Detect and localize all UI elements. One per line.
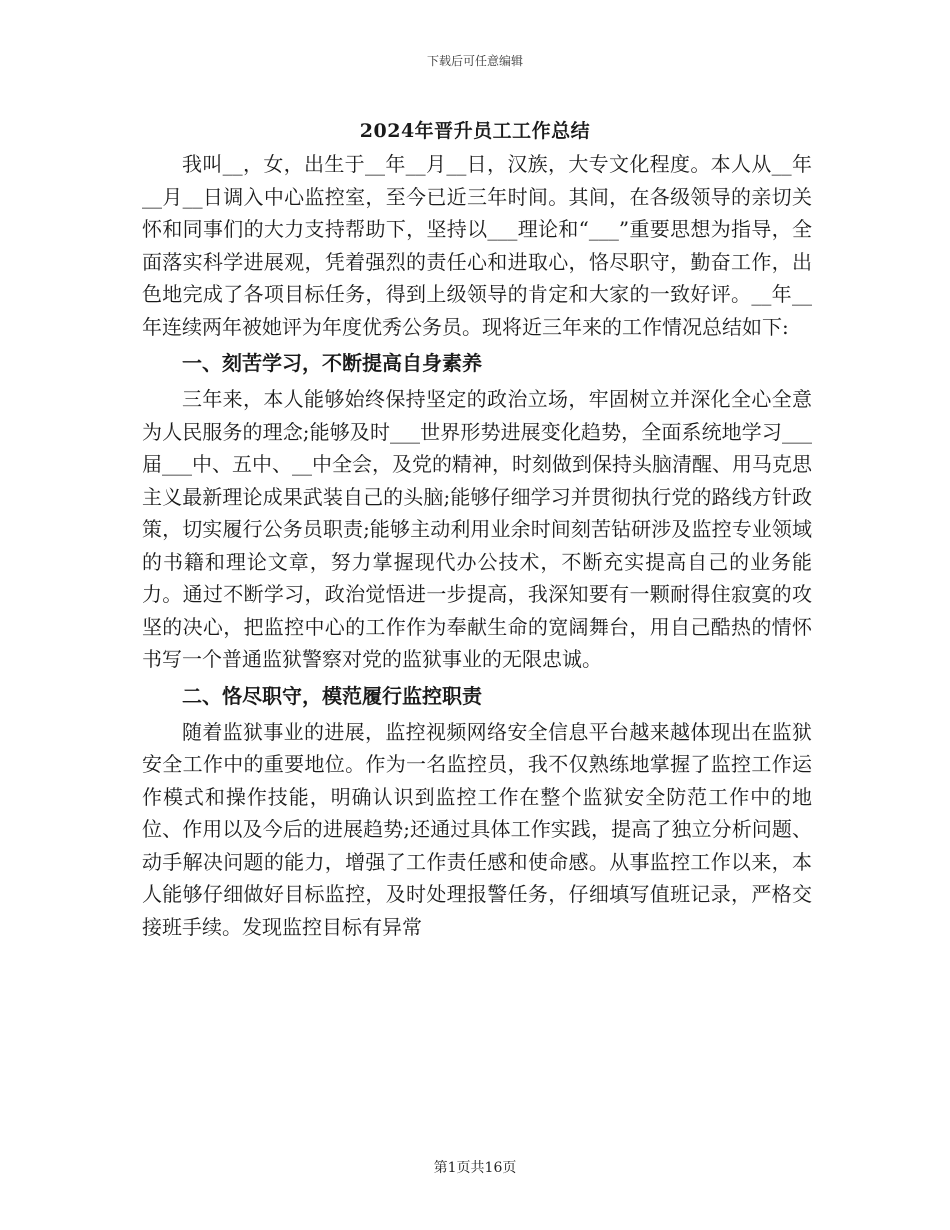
page-footer: 第1页共16页	[433, 1160, 517, 1176]
document-body	[142, 148, 812, 943]
section-body-1: 三年来，本人能够始终保持坚定的政治立场，牢固树立并深化全心全意为人民服务的理念;能够及时___世界形势进展变化趋势，全面系统地学习___届___中、五中、__中全会，及党的精神，时刻做到保持头脑清醒、用马克思主义最新理论成果武装自己的头脑;能够仔细学习并贯彻执行党的路线方针政策，切实履行公务员职责;能够主动利用业余时间刻苦钻研涉及监控专业领域的书籍和理论文章，努力掌握现代办公技术，不断充实提高自己的业务能力。通过不断学习，政治觉悟进一步提高，我深知要有一颗耐得住寂寞的攻坚的决心，把监控中心的工作作为奉献生命的宽阔舞台，用自己酷热的情怀书写一个普通监狱警察对党的监狱事业的无限忠诚。	[142, 387, 812, 671]
section-body-2: 随着监狱事业的进展，监控视频网络安全信息平台越来越体现出在监狱安全工作中的重要地位。作为一名监控员，我不仅熟练地掌握了监控工作运作模式和操作技能，明确认识到监控工作在整个监狱安全防范工作中的地位、作用以及今后的进展趋势;还通过具体工作实践，提高了独立分析问题、动手解决问题的能力，增强了工作责任感和使命感。从事监控工作以来，本人能够仔细做好目标监控，及时处理报警任务，仔细填写值班记录，严格交接班手续。发现监控目标有异常	[142, 719, 812, 939]
section-heading-2: 二、恪尽职守，模范履行监控职责	[182, 683, 482, 708]
section-heading-1: 一、刻苦学习，不断提高自身素养	[182, 351, 482, 375]
document-title: 2024年晋升员工工作总结	[359, 120, 591, 142]
page-header: 下载后可任意编辑	[426, 54, 523, 68]
intro-paragraph: 我叫__，女，出生于__年__月__日，汉族，大专文化程度。本人从__年__月__日调入中心监控室，至今已近三年时间。其间，在各级领导的亲切关怀和同事们的大力支持帮助下，坚持以___理论和“___”重要思想为指导，全面落实科学进展观，凭着强烈的责任心和进取心，恪尽职守，勤奋工作，出色地完成了各项目标任务，得到上级领导的肯定和大家的一致好评。__年__年连续两年被她评为年度优秀公务员。现将近三年来的工作情况总结如下:	[142, 152, 812, 339]
